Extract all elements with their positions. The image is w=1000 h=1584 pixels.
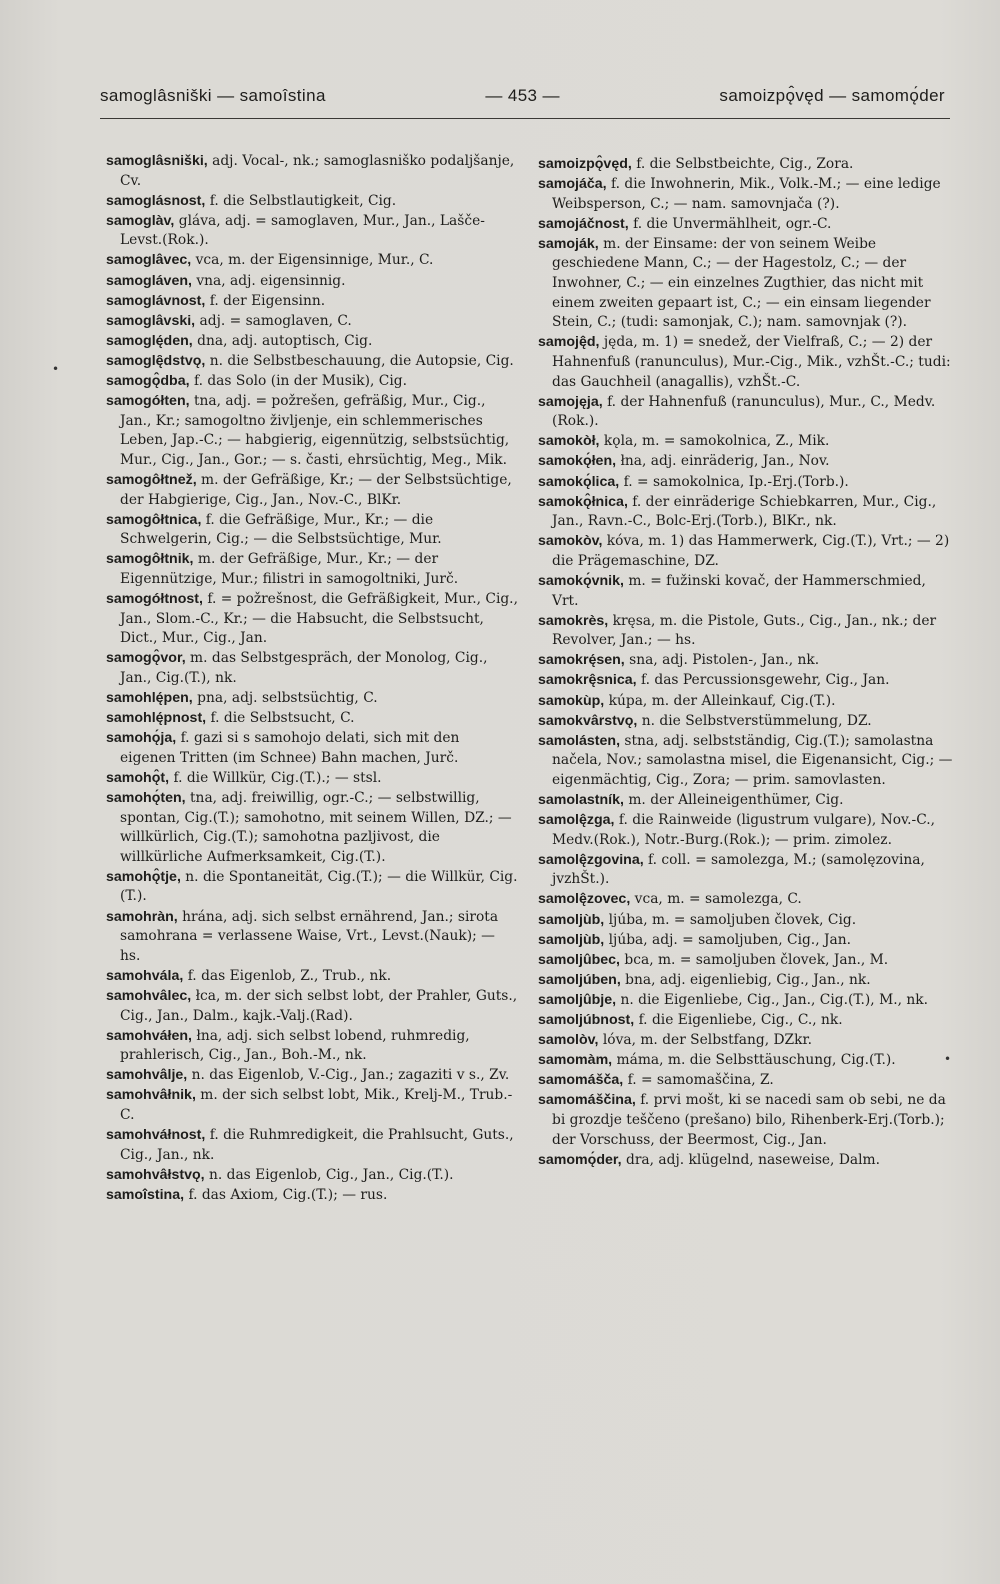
- dictionary-entry: [538, 951, 956, 971]
- dictionary-entry: [106, 689, 518, 709]
- entry-definition: ljúba, m. = samoljuben človek, Cig.: [608, 911, 857, 928]
- entry-headword: samoljùb,: [538, 911, 605, 928]
- entry-headword: samoglâsniški,: [106, 153, 208, 169]
- entry-definition: n. die Spontaneität, Cig.(T.); — die Willkür, Cig.(T.).: [120, 868, 518, 905]
- entry-headword: samohǫ́ten,: [106, 790, 186, 806]
- entry-definition: vna, adj. eigensinnig.: [196, 272, 346, 289]
- entry-headword: samokvârstvǫ,: [538, 712, 638, 729]
- entry-headword: samolòv,: [538, 1032, 599, 1049]
- dictionary-entry: [106, 392, 518, 470]
- dictionary-entry: [106, 769, 518, 789]
- entry-headword: samokǫ̂łnica,: [538, 493, 628, 510]
- entry-headword: samoję̂d,: [538, 334, 600, 351]
- dictionary-entry: [538, 1051, 956, 1071]
- entry-definition: f. das Axiom, Cig.(T.); — rus.: [188, 1186, 388, 1203]
- dictionary-entry: [106, 1126, 518, 1165]
- entry-headword: samohvâlec,: [106, 987, 192, 1004]
- entry-definition: łna, adj. sich selbst lobend, ruhmredig, prahlerisch, Cig., Jan., Boh.-M., nk.: [120, 1027, 470, 1064]
- entry-headword: samoglásnost,: [106, 192, 206, 209]
- entry-headword: samomášča,: [538, 1072, 624, 1089]
- entry-headword: samogláven,: [106, 272, 192, 289]
- dictionary-entry: [106, 550, 518, 589]
- entry-definition: vca, m. der Eigensinnige, Mur., C.: [195, 252, 434, 269]
- entry-headword: samoglâvec,: [106, 252, 192, 269]
- entry-headword: samogǫ̂dba,: [106, 373, 190, 390]
- dictionary-entry: [538, 811, 956, 850]
- entry-headword: samoljûbec,: [538, 951, 621, 968]
- entry-definition: f. die Inwohnerin, Mik., Volk.-M.; — eine ledige Weibsperson, C.; — nam. samovnjača (?).: [552, 176, 941, 212]
- entry-headword: samogółtnost,: [106, 591, 203, 608]
- entry-definition: kóva, m. 1) das Hammerwerk, Cig.(T.), Vrt.; — 2) die Prägemaschine, DZ.: [552, 533, 950, 569]
- entry-headword: samokǫ́łen,: [538, 453, 617, 470]
- entry-definition: n. die Selbstverstümmelung, DZ.: [641, 712, 872, 729]
- dictionary-entry: [538, 911, 956, 931]
- entry-headword: samoljúbnost,: [538, 1012, 635, 1029]
- dictionary-entry: [106, 292, 518, 312]
- entry-definition: m. der sich selbst lobt, Mik., Krelj-M., Trub.-C.: [120, 1087, 513, 1123]
- entry-definition: f. das Eigenlob, Z., Trub., nk.: [187, 967, 392, 984]
- entry-definition: kǫla, m. = samokolnica, Z., Mik.: [603, 433, 830, 450]
- entry-headword: samohǫ̂tje,: [106, 868, 181, 885]
- entry-headword: samojáča,: [538, 176, 607, 193]
- entry-definition: tna, adj. = požrešen, gefräßig, Mur., Cig., Jan., Kr.; samogoltno življenje, ein schlemmerisches Leben, Jap.-C.; — habgierig, eigennützig, selbstsüchtig, Mur., Cig., Jan., Gor.; — s. časti, ehrsüchtig, Meg., Mik.: [120, 393, 510, 468]
- dictionary-entry: [538, 572, 956, 611]
- page-number: — 453 —: [485, 86, 560, 105]
- dictionary-entry: [538, 155, 956, 175]
- dictionary-entry: [106, 251, 518, 271]
- dictionary-entry: [106, 908, 518, 967]
- entry-headword: samogôłtnica,: [106, 511, 202, 528]
- entry-headword: samomáščina,: [538, 1092, 636, 1109]
- dictionary-entry: [538, 215, 956, 235]
- entry-definition: adj. = samoglaven, C.: [199, 312, 352, 329]
- entry-definition: ljúba, adj. = samoljuben, Cig., Jan.: [608, 931, 851, 948]
- entry-headword: samogǫ̂vor,: [106, 650, 186, 667]
- entry-definition: f. die Ruhmredigkeit, die Prahlsucht, Guts., Cig., Jan., nk.: [120, 1127, 514, 1163]
- entry-headword: samolę̂zovec,: [538, 891, 631, 908]
- dictionary-entry: [106, 1066, 518, 1086]
- entry-headword: samoljûbje,: [538, 991, 617, 1008]
- dictionary-entry: [538, 931, 956, 951]
- entry-headword: samoják,: [538, 235, 599, 252]
- dictionary-entry: [106, 272, 518, 292]
- entry-definition: pna, adj. selbstsüchtig, C.: [197, 690, 378, 707]
- dictionary-entry: [538, 473, 956, 493]
- dictionary-entry: [106, 312, 518, 332]
- dictionary-entry: [538, 612, 956, 651]
- dictionary-entry: [106, 709, 518, 729]
- entry-headword: samokòł,: [538, 433, 600, 450]
- entry-definition: f. der Eigensinn.: [209, 292, 326, 309]
- entry-definition: f. das Solo (in der Musik), Cig.: [193, 373, 407, 390]
- dictionary-entry: [106, 471, 518, 510]
- entry-definition: tna, adj. freiwillig, ogr.-C.; — selbstwillig, spontan, Cig.(T.); samohotno, mit seinem Willen, DZ.; — willkürlich, Cig.(T.); samohotna pazljivost, die willkürliche Aufmerksamkeit, Cig.(T.).: [120, 790, 512, 865]
- entry-definition: bna, adj. eigenliebig, Cig., Jan., nk.: [625, 971, 871, 988]
- dictionary-entry: [538, 692, 956, 712]
- entry-headword: samoîstina,: [106, 1186, 185, 1203]
- entry-headword: samolę̂zga,: [538, 812, 615, 829]
- entry-definition: f. prvi mošt, ki se nacedi sam ob sebi, ne da bi grozdje teščeno (prešano) bilo, Rihenberk-Erj.(Torb.); der Vorschuss, der Beermost, Cig., Jan.: [552, 1092, 946, 1148]
- entry-definition: f. die Willkür, Cig.(T.).; — stsl.: [173, 769, 382, 786]
- dictionary-entry: [106, 649, 518, 688]
- dictionary-entry: [538, 1031, 956, 1051]
- dictionary-entry: [106, 352, 518, 372]
- dictionary-entry: [106, 729, 518, 768]
- entry-headword: samohvâlje,: [106, 1067, 188, 1084]
- entry-definition: m. der Einsame: der von seinem Weibe geschiedene Mann, C.; — der Hagestolz, C.; — der Inwohner, C.; — ein einzelnes Zugthier, das nicht mit einem zweiten gepaart ist, C.; — ein einsam liegender Stein, C.; (tudi: samonjak, C.); nam. samovnjak (?).: [552, 235, 931, 331]
- entry-headword: samokòv,: [538, 533, 603, 550]
- entry-definition: f. = samomaščina, Z.: [627, 1072, 774, 1089]
- entry-headword: samolę̂zgovina,: [538, 851, 644, 868]
- entry-headword: samoljùb,: [538, 931, 605, 948]
- dictionary-entry: [538, 532, 956, 571]
- entry-headword: samohràn,: [106, 908, 178, 925]
- dictionary-entry: [106, 987, 518, 1026]
- entry-headword: samoglę́den,: [106, 332, 193, 349]
- entry-headword: samokrę́sen,: [538, 652, 625, 669]
- entry-headword: samohlę́pen,: [106, 690, 193, 707]
- entry-headword: samokrę̂snica,: [538, 672, 637, 689]
- dictionary-entry: [106, 868, 518, 907]
- entry-definition: m. das Selbstgespräch, der Monolog, Cig., Jan., Cig.(T.), nk.: [120, 650, 488, 686]
- entry-headword: samohvála,: [106, 967, 184, 984]
- entry-headword: samoglávnost,: [106, 292, 206, 309]
- entry-definition: stna, adj. selbstständig, Cig.(T.); samolastna načela, Nov.; samolastna misel, die Eigenansicht, Cig.; — eigenmächtig, Cig., Zora; — prim. samovlasten.: [552, 732, 953, 788]
- dictionary-entry: [106, 590, 518, 649]
- entry-definition: f. das Percussionsgewehr, Cig., Jan.: [640, 672, 890, 689]
- entry-definition: f. die Selbstlautigkeit, Cig.: [209, 192, 397, 209]
- entry-definition: n. die Eigenliebe, Cig., Jan., Cig.(T.), M., nk.: [620, 991, 928, 1008]
- dictionary-entry: [538, 235, 956, 333]
- dictionary-entry: [538, 1091, 956, 1150]
- entry-definition: sna, adj. Pistolen-, Jan., nk.: [629, 652, 820, 669]
- entry-headword: samomǫ́der,: [538, 1151, 622, 1168]
- entry-definition: m. = fužinski kovač, der Hammerschmied, Vrt.: [552, 572, 926, 609]
- entry-headword: samokrès,: [538, 612, 609, 629]
- dictionary-entry: [106, 511, 518, 550]
- entry-headword: samokǫ́lica,: [538, 473, 620, 490]
- entry-definition: f. die Unvermählheit, ogr.-C.: [633, 215, 832, 232]
- entry-headword: samohvâłnik,: [106, 1087, 196, 1104]
- dictionary-entry: [106, 332, 518, 352]
- dictionary-entry: [538, 175, 956, 214]
- dictionary-entry: [538, 791, 956, 811]
- entry-definition: f. der einräderige Schiebkarren, Mur., Cig., Jan., Ravn.-C., Bolc-Erj.(Torb.), BlKr., nk.: [552, 493, 937, 530]
- dictionary-entry: [538, 732, 956, 791]
- entry-definition: f. coll. = samolezga, M.; (samolęzovina, jvzhŠt.).: [552, 851, 925, 888]
- dictionary-entry: [538, 393, 956, 432]
- entry-headword: samohváłen,: [106, 1027, 192, 1044]
- dictionary-entry: [538, 1151, 956, 1171]
- dictionary-entry: [106, 192, 518, 212]
- entry-definition: m. der Gefräßige, Mur., Kr.; — der Eigennützige, Mur.; filistri in samogoltniki, Jurč.: [120, 551, 459, 587]
- entry-headword: samojáčnost,: [538, 215, 629, 232]
- entry-headword: samogôłtnež,: [106, 472, 197, 488]
- dictionary-entry: [538, 671, 956, 691]
- entry-headword: samoglâvski,: [106, 312, 196, 329]
- entry-definition: n. das Eigenlob, V.-Cig., Jan.; zagaziti v s., Zv.: [191, 1067, 510, 1084]
- entry-headword: samogółten,: [106, 393, 190, 410]
- dictionary-entry: [106, 1027, 518, 1066]
- dictionary-entry: [538, 333, 956, 392]
- entry-definition: dna, adj. autoptisch, Cig.: [197, 332, 373, 349]
- entry-definition: f. die Gefräßige, Mur., Kr.; — die Schwelgerin, Cig.; — die Selbstsüchtige, Mur.: [120, 511, 442, 548]
- entry-definition: f. = požrešnost, die Gefräßigkeit, Mur., Cig., Jan., Slom.-C., Kr.; — die Habsucht, die Selbstsucht, Dict., Mur., Cig., Jan.: [120, 591, 518, 647]
- entry-headword: samojęja,: [538, 393, 603, 410]
- entry-definition: dra, adj. klügelnd, naseweise, Dalm.: [625, 1151, 881, 1168]
- entry-definition: łca, m. der sich selbst lobt, der Prahler, Guts., Cig., Jan., Dalm., kajk.-Valj.(Rad).: [120, 987, 518, 1024]
- entry-definition: kręsa, m. die Pistole, Guts., Cig., Jan., nk.; der Revolver, Jan.; — hs.: [552, 612, 937, 649]
- entry-headword: samohǫ́ja,: [106, 730, 177, 747]
- entry-definition: f. der Hahnenfuß (ranunculus), Mur., C., Medv.(Rok.).: [552, 393, 936, 430]
- dictionary-entry: [538, 432, 956, 452]
- dictionary-entry: [106, 372, 518, 392]
- entry-definition: adj. Vocal-, nk.; samoglasniško podaljšanje, Cv.: [120, 153, 515, 189]
- entry-definition: m. der Alleineigenthümer, Cig.: [628, 792, 844, 808]
- entry-headword: samohlę́pnost,: [106, 710, 207, 727]
- entry-definition: máma, m. die Selbsttäuschung, Cig.(T.).: [616, 1052, 896, 1069]
- running-header: [100, 86, 945, 106]
- entry-definition: n. die Selbstbeschauung, die Autopsie, Cig.: [209, 352, 514, 369]
- entry-definition: f. die Rainweide (ligustrum vulgare), Nov.-C., Medv.(Rok.), Notr.-Burg.(Rok.); — prim. zimolez.: [552, 812, 936, 848]
- entry-definition: vca, m. = samolezga, C.: [634, 891, 802, 908]
- entry-definition: m. der Gefräßige, Kr.; — der Selbstsüchtige, der Habgierige, Cig., Jan., Nov.-C., BlKr.: [120, 472, 512, 508]
- header-right-guide-words: samoizpǫ̂vęd — samomǫ́der: [719, 86, 945, 105]
- dictionary-entry: [538, 991, 956, 1011]
- entry-headword: samohvâłstvǫ,: [106, 1166, 205, 1183]
- header-left-guide-words: samoglâsniški — samoîstina: [100, 86, 326, 105]
- dictionary-entry: [538, 971, 956, 991]
- entry-headword: samolásten,: [538, 732, 621, 749]
- dictionary-entry: [106, 1086, 518, 1125]
- entry-definition: n. das Eigenlob, Cig., Jan., Cig.(T.).: [208, 1166, 454, 1183]
- entry-headword: samoglàv,: [106, 212, 175, 229]
- left-column: [106, 152, 518, 1206]
- dictionary-entry: [538, 1011, 956, 1031]
- entry-headword: samoglę̑dstvǫ,: [106, 352, 206, 369]
- entry-headword: samoljúben,: [538, 971, 621, 988]
- entry-definition: f. gazi si s samohojo delati, sich mit den eigenen Tritten (im Schnee) Bahn machen, Jurč.: [120, 730, 460, 766]
- entry-headword: samogôłtnik,: [106, 551, 194, 568]
- entry-definition: kúpa, m. der Alleinkauf, Cig.(T.).: [608, 692, 836, 709]
- dictionary-entry: [538, 1071, 956, 1091]
- entry-headword: samokǫ́vnik,: [538, 572, 624, 589]
- entry-definition: bca, m. = samoljuben človek, Jan., M.: [624, 951, 889, 968]
- dictionary-entry: [106, 1186, 518, 1206]
- dictionary-entry: [538, 452, 956, 472]
- margin-mark: •: [52, 362, 60, 376]
- dictionary-entry: [538, 890, 956, 910]
- entry-definition: hrána, adj. sich selbst ernährend, Jan.; sirota samohrana = verlassene Waise, Vrt., Levst.(Nauk); — hs.: [120, 908, 499, 964]
- right-column: [538, 155, 956, 1171]
- entry-definition: f. = samokolnica, Ip.-Erj.(Torb.).: [623, 473, 849, 490]
- dictionary-entry: [106, 1166, 518, 1186]
- entry-definition: f. die Selbstbeichte, Cig., Zora.: [636, 156, 854, 172]
- entry-definition: f. die Eigenliebe, Cig., C., nk.: [638, 1012, 843, 1029]
- entry-definition: jęda, m. 1) = snedež, der Vielfraß, C.; — 2) der Hahnenfuß (ranunculus), Mur.-Cig., Mik., vzhŠt.-C.; tudi: das Gauchheil (anagallis), vzhŠt.-C.: [552, 334, 951, 390]
- header-rule: [100, 118, 950, 119]
- dictionary-entry: [106, 789, 518, 867]
- dictionary-entry: [538, 712, 956, 732]
- entry-headword: samohváłnost,: [106, 1127, 206, 1144]
- dictionary-entry: [106, 212, 518, 251]
- entry-definition: f. die Selbstsucht, C.: [210, 710, 355, 727]
- entry-definition: łna, adj. einräderig, Jan., Nov.: [620, 453, 830, 470]
- dictionary-entry: [538, 651, 956, 671]
- dictionary-entry: [538, 493, 956, 532]
- entry-definition: lóva, m. der Selbstfang, DZkr.: [602, 1032, 812, 1049]
- entry-headword: samohǫ̂t,: [106, 769, 170, 786]
- margin-dot: •: [944, 1052, 952, 1066]
- entry-headword: samoizpǫ̂vęd,: [538, 156, 632, 172]
- entry-definition: gláva, adj. = samoglaven, Mur., Jan., Lašče-Levst.(Rok.).: [120, 212, 485, 249]
- entry-headword: samomàm,: [538, 1052, 613, 1069]
- entry-headword: samokùp,: [538, 692, 605, 709]
- dictionary-entry: [106, 967, 518, 987]
- dictionary-entry: [538, 851, 956, 890]
- entry-headword: samolastník,: [538, 792, 624, 808]
- dictionary-entry: [106, 152, 518, 191]
